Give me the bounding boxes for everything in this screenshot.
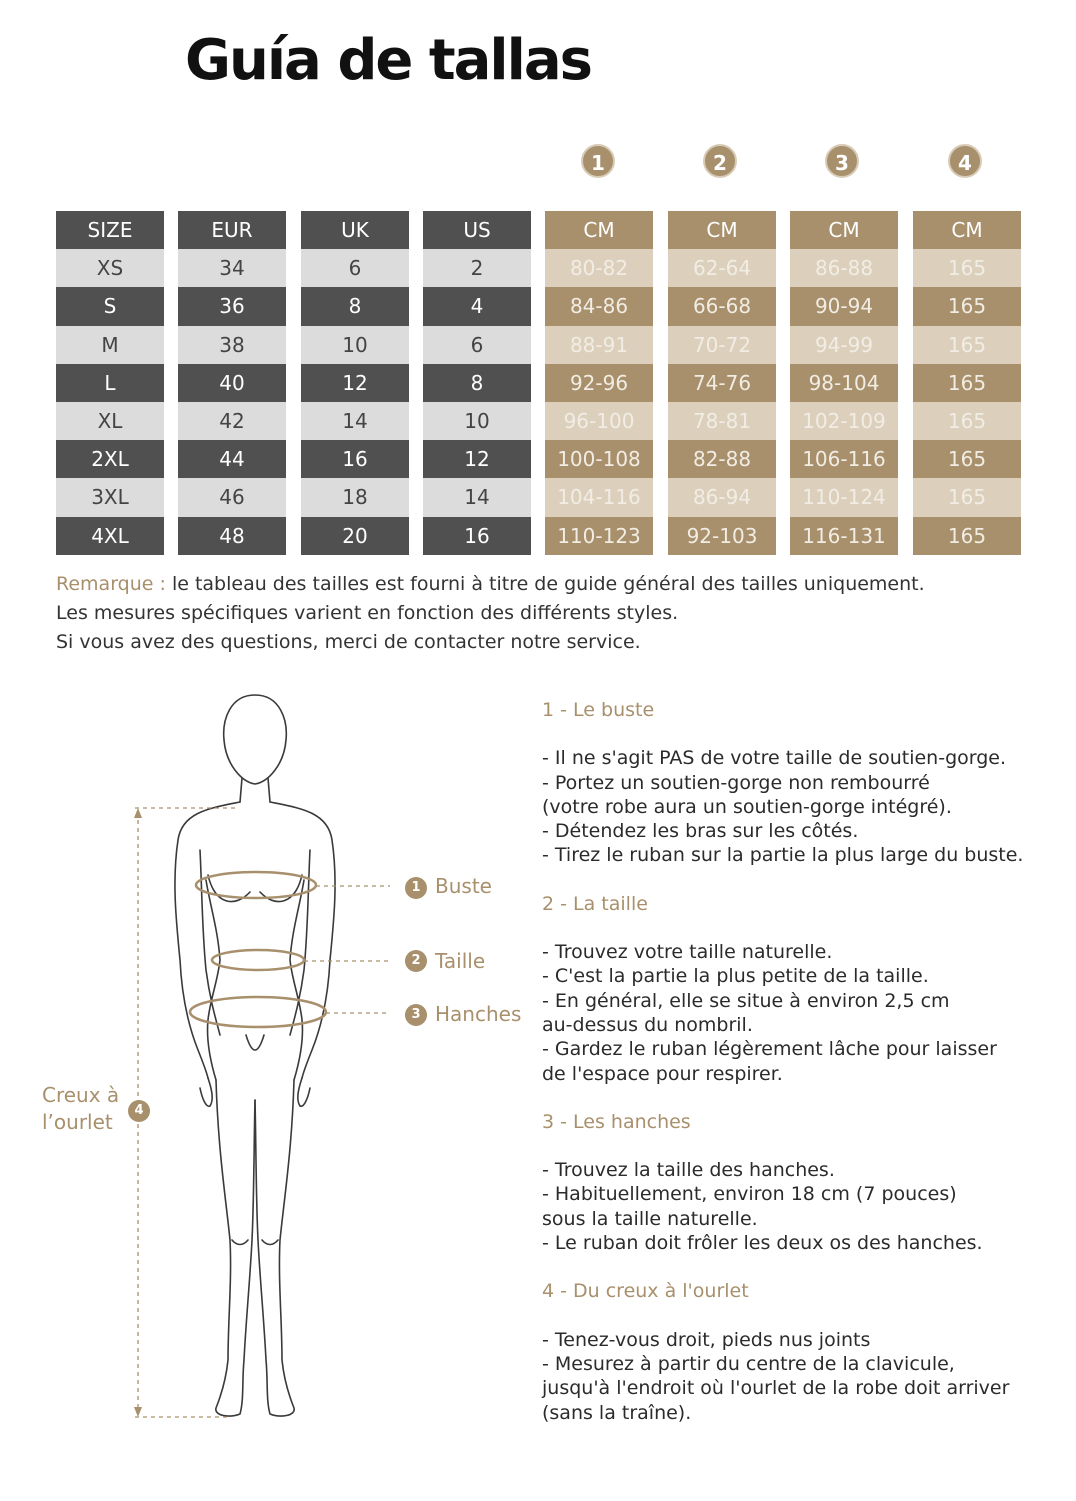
- table-cell: 94-99: [790, 326, 898, 364]
- table-cell: 70-72: [668, 326, 776, 364]
- table-cell: 165: [913, 517, 1021, 555]
- section-line: (votre robe aura un soutien-gorge intégré).: [542, 795, 952, 818]
- section-line: (sans la traîne).: [542, 1401, 692, 1424]
- table-cell: 6: [423, 326, 531, 364]
- section-line: de l'espace pour respirer.: [542, 1062, 783, 1085]
- hollow-to-hem-line-1: Creux à: [42, 1083, 120, 1107]
- table-cell: 4XL: [56, 517, 164, 555]
- column-badge-4: 4: [948, 144, 982, 178]
- table-cell: 110-123: [545, 517, 653, 555]
- table-column-6: [668, 211, 776, 555]
- table-cell: 88-91: [545, 326, 653, 364]
- table-cell: 116-131: [790, 517, 898, 555]
- table-header-cell: US: [423, 211, 531, 249]
- table-cell: 165: [913, 478, 1021, 516]
- bust-label: Buste: [435, 874, 492, 898]
- table-header-cell: CM: [668, 211, 776, 249]
- table-cell: 96-100: [545, 402, 653, 440]
- remark-line-2: Les mesures spécifiques varient en fonction des différents styles.: [56, 602, 679, 624]
- section-line: - Trouvez votre taille naturelle.: [542, 941, 833, 964]
- bust-marker-badge: 1: [405, 877, 427, 899]
- table-cell: 12: [423, 440, 531, 478]
- table-cell: 8: [301, 287, 409, 325]
- section-line: - Détendez les bras sur les côtés.: [542, 820, 859, 843]
- table-cell: 44: [178, 440, 286, 478]
- table-column-7: [790, 211, 898, 555]
- table-cell: 92-96: [545, 364, 653, 402]
- remark-label: Remarque :: [56, 573, 166, 595]
- section-line: sous la taille naturelle.: [542, 1207, 758, 1230]
- measurement-instructions: [542, 698, 1042, 1425]
- hollow-to-hem-line-2: l’ourlet: [42, 1110, 113, 1134]
- table-cell: 80-82: [545, 249, 653, 287]
- table-header-cell: CM: [790, 211, 898, 249]
- section-heading: 1 - Le buste: [542, 699, 655, 721]
- table-column-4: [423, 211, 531, 555]
- body-outline-illustration: [30, 680, 540, 1440]
- table-cell: 16: [423, 517, 531, 555]
- column-badge-2: 2: [703, 144, 737, 178]
- table-cell: 40: [178, 364, 286, 402]
- table-cell: 74-76: [668, 364, 776, 402]
- table-cell: 2: [423, 249, 531, 287]
- section-heading: 2 - La taille: [542, 892, 648, 915]
- column-badge-3: 3: [825, 144, 859, 178]
- table-cell: XS: [56, 249, 164, 287]
- table-cell: 165: [913, 364, 1021, 402]
- table-cell: 106-116: [790, 440, 898, 478]
- table-cell: M: [56, 326, 164, 364]
- table-cell: 165: [913, 249, 1021, 287]
- table-cell: 6: [301, 249, 409, 287]
- table-cell: S: [56, 287, 164, 325]
- hips-label: Hanches: [435, 1002, 522, 1026]
- page-title: Guía de tallas: [185, 28, 591, 93]
- table-cell: 42: [178, 402, 286, 440]
- table-cell: 10: [423, 402, 531, 440]
- table-cell: 14: [423, 478, 531, 516]
- table-header-cell: UK: [301, 211, 409, 249]
- table-cell: 82-88: [668, 440, 776, 478]
- section-line: - Portez un soutien-gorge non rembourré: [542, 771, 930, 794]
- table-cell: 36: [178, 287, 286, 325]
- table-cell: 102-109: [790, 402, 898, 440]
- table-cell: L: [56, 364, 164, 402]
- section-line: jusqu'à l'endroit où l'ourlet de la robe doit arriver: [542, 1377, 1010, 1400]
- table-cell: 92-103: [668, 517, 776, 555]
- table-cell: 165: [913, 326, 1021, 364]
- table-column-8: [913, 211, 1021, 555]
- table-header-cell: CM: [545, 211, 653, 249]
- section-line: - Gardez le ruban légèrement lâche pour laisser: [542, 1038, 997, 1061]
- section-line: - Le ruban doit frôler les deux os des hanches.: [542, 1232, 983, 1255]
- body-measurement-figure: [30, 680, 540, 1440]
- section-line: - Tirez le ruban sur la partie la plus large du buste.: [542, 844, 1024, 867]
- table-cell: 16: [301, 440, 409, 478]
- section-line: - Habituellement, environ 18 cm (7 pouces): [542, 1183, 957, 1206]
- table-header-cell: SIZE: [56, 211, 164, 249]
- table-cell: 46: [178, 478, 286, 516]
- table-cell: 20: [301, 517, 409, 555]
- section-heading: 4 - Du creux à l'ourlet: [542, 1280, 749, 1303]
- section-line: - C'est la partie la plus petite de la taille.: [542, 965, 929, 988]
- section-line: - Tenez-vous droit, pieds nus joints: [542, 1328, 871, 1351]
- waist-label: Taille: [435, 949, 486, 973]
- hollow-to-hem-label: [42, 1082, 119, 1136]
- section-line: - En général, elle se situe à environ 2,5 cm: [542, 989, 950, 1012]
- table-cell: 84-86: [545, 287, 653, 325]
- table-column-5: [545, 211, 653, 555]
- table-column-3: [301, 211, 409, 555]
- section-heading: 3 - Les hanches: [542, 1110, 691, 1133]
- section-line: au-dessus du nombril.: [542, 1013, 753, 1036]
- table-cell: 100-108: [545, 440, 653, 478]
- table-header-cell: EUR: [178, 211, 286, 249]
- section-line: - Trouvez la taille des hanches.: [542, 1159, 835, 1182]
- table-cell: 18: [301, 478, 409, 516]
- table-cell: 98-104: [790, 364, 898, 402]
- table-cell: 165: [913, 287, 1021, 325]
- table-cell: XL: [56, 402, 164, 440]
- table-cell: 48: [178, 517, 286, 555]
- table-cell: 10: [301, 326, 409, 364]
- column-badge-1: 1: [581, 144, 615, 178]
- table-cell: 14: [301, 402, 409, 440]
- hips-marker-badge: 3: [405, 1004, 427, 1026]
- table-cell: 86-94: [668, 478, 776, 516]
- table-cell: 90-94: [790, 287, 898, 325]
- table-cell: 66-68: [668, 287, 776, 325]
- waist-marker-badge: 2: [405, 950, 427, 972]
- table-cell: 12: [301, 364, 409, 402]
- table-header-cell: CM: [913, 211, 1021, 249]
- remark-line-1: le tableau des tailles est fourni à titre de guide général des tailles uniquement.: [171, 573, 925, 595]
- table-cell: 38: [178, 326, 286, 364]
- table-column-2: [178, 211, 286, 555]
- table-cell: 165: [913, 402, 1021, 440]
- table-cell: 86-88: [790, 249, 898, 287]
- table-cell: 62-64: [668, 249, 776, 287]
- table-column-1: [56, 211, 164, 555]
- table-cell: 3XL: [56, 478, 164, 516]
- table-cell: 104-116: [545, 478, 653, 516]
- section-line: - Il ne s'agit PAS de votre taille de soutien-gorge.: [542, 747, 1007, 770]
- table-cell: 78-81: [668, 402, 776, 440]
- remark-line-3: Si vous avez des questions, merci de contacter notre service.: [56, 631, 641, 653]
- table-cell: 34: [178, 249, 286, 287]
- remark-note: [56, 570, 925, 657]
- hollow-to-hem-marker-badge: 4: [128, 1100, 150, 1122]
- table-cell: 2XL: [56, 440, 164, 478]
- section-line: - Mesurez à partir du centre de la clavicule,: [542, 1352, 955, 1375]
- table-cell: 110-124: [790, 478, 898, 516]
- table-cell: 165: [913, 440, 1021, 478]
- table-cell: 4: [423, 287, 531, 325]
- table-cell: 8: [423, 364, 531, 402]
